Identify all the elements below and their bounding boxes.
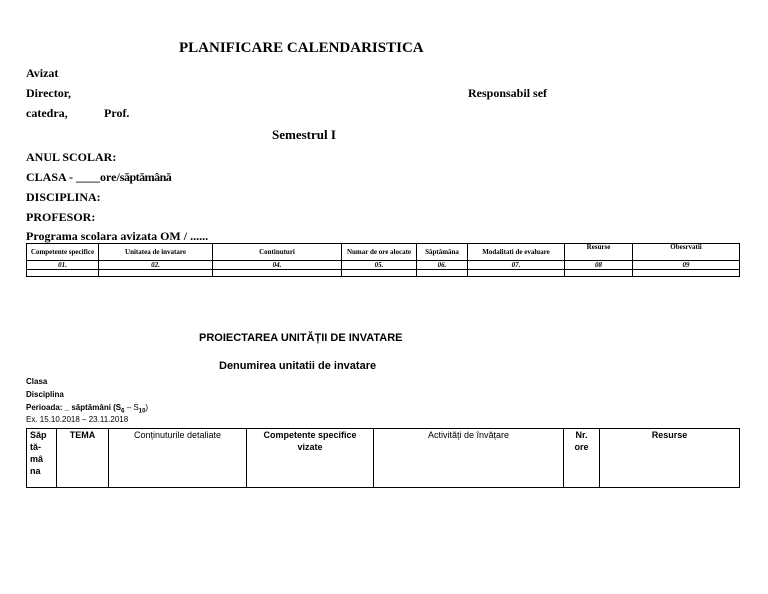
empty-cell[interactable] [27, 270, 99, 277]
header-cell-theme: TEMA [57, 429, 109, 488]
empty-cell[interactable] [99, 270, 213, 277]
class-prefix: CLASA - ____ore/ [26, 170, 120, 184]
header-cell-competences: Competente specifice vizate [247, 429, 374, 488]
director-label: Director, [26, 86, 71, 100]
empty-cell[interactable] [633, 270, 740, 277]
header-cell: Continuturi [213, 244, 342, 261]
header-cell-resources: Resurse [600, 429, 740, 488]
period-dash: – S [124, 403, 139, 412]
empty-cell[interactable] [213, 270, 342, 277]
discipline-label: DISCIPLINA: [26, 190, 101, 204]
number-cell: 05. [342, 261, 417, 270]
header-cell: Săptămâna [417, 244, 468, 261]
header-cell: Competente specifice [27, 244, 99, 261]
number-cell: 01. [27, 261, 99, 270]
table-header-row [27, 244, 740, 261]
empty-cell[interactable] [417, 270, 468, 277]
period-sub-start: 6 [121, 408, 125, 415]
teacher-label: PROFESOR: [26, 210, 96, 224]
number-cell: 02. [99, 261, 213, 270]
header-cell: Resurse [565, 244, 633, 261]
header-cell-hours: Nr. ore [564, 429, 600, 488]
period-text: Perioada: _ săptămâni (S [26, 403, 122, 412]
empty-cell[interactable] [468, 270, 565, 277]
class-label-2: Clasa [26, 377, 48, 386]
header-cell: Modalitati de evaluare [468, 244, 565, 261]
empty-cell[interactable] [565, 270, 633, 277]
program-label: Programa scolara avizata OM / ...... [26, 229, 209, 243]
responsabil-label: Responsabil sef [468, 86, 548, 100]
class-label [26, 170, 171, 185]
learning-unit-table [26, 428, 740, 488]
catedra-label: catedra, [26, 106, 68, 120]
class-suffix: săptămână [119, 170, 172, 184]
school-year-label: ANUL SCOLAR: [26, 150, 117, 164]
table-row [27, 270, 740, 277]
number-cell: 09 [633, 261, 740, 270]
period-sub-end: 10 [138, 408, 146, 415]
number-cell: 06. [417, 261, 468, 270]
table-header-row [27, 429, 740, 488]
number-cell: 07. [468, 261, 565, 270]
table-number-row [27, 261, 740, 270]
discipline-label-2: Disciplina [26, 390, 64, 399]
section-title: PROIECTAREA UNITĂȚII DE INVATARE [199, 332, 403, 344]
example-dates: Ex. 15.10.2018 – 23.11.2018 [26, 415, 129, 424]
calendar-planning-table [26, 243, 740, 277]
header-cell-content: Conținuturile detaliate [109, 429, 247, 488]
prof-label: Prof. [104, 106, 130, 120]
period-label [26, 403, 148, 415]
header-cell: Unitatea de invatare [99, 244, 213, 261]
semester-label: Semestrul I [272, 127, 336, 142]
header-cell: Obesrvatii [633, 244, 740, 261]
period-end: ) [145, 403, 149, 412]
number-cell: 08 [565, 261, 633, 270]
number-cell: 04. [213, 261, 342, 270]
avizat-label: Avizat [26, 66, 59, 80]
empty-cell[interactable] [342, 270, 417, 277]
page-title: PLANIFICARE CALENDARISTICA [179, 40, 424, 56]
section-subtitle: Denumirea unitatii de invatare [219, 360, 377, 372]
header-cell: Numar de ore alocate [342, 244, 417, 261]
header-cell-activities: Activități de învățare [374, 429, 564, 488]
header-cell-week: Săp tă- mâ na [27, 429, 57, 488]
